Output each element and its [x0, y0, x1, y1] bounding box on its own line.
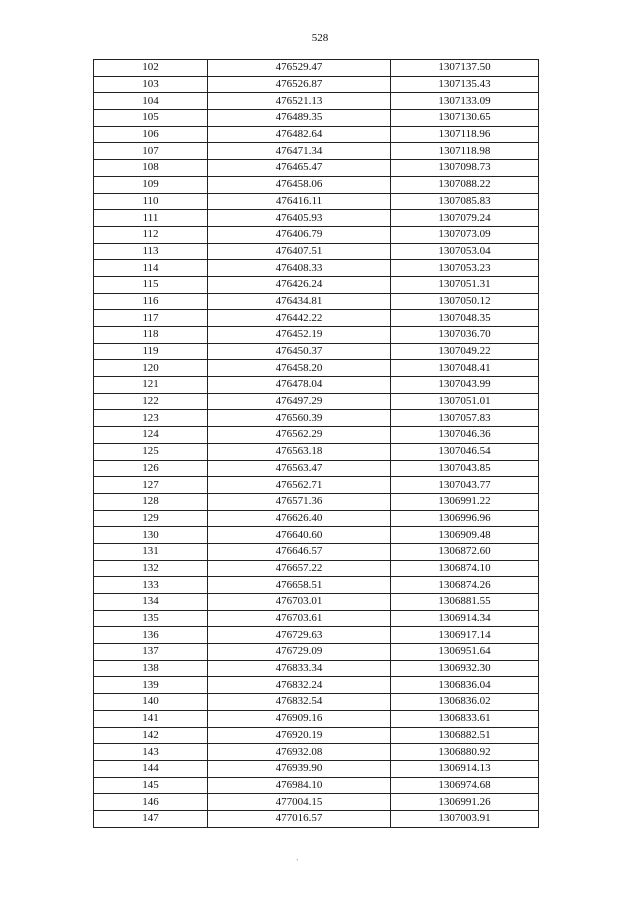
point-number-cell: 129: [94, 510, 208, 527]
x-coordinate-cell: 476465.47: [208, 160, 391, 177]
x-coordinate-cell: 476560.39: [208, 410, 391, 427]
point-number-cell: 146: [94, 794, 208, 811]
x-coordinate-cell: 476497.29: [208, 393, 391, 410]
point-number-cell: 127: [94, 477, 208, 494]
x-coordinate-cell: 476832.54: [208, 694, 391, 711]
table-row: [94, 744, 539, 761]
y-coordinate-cell: 1307133.09: [391, 93, 539, 110]
table-row: [94, 60, 539, 77]
point-number-cell: 137: [94, 644, 208, 661]
table-row: [94, 493, 539, 510]
y-coordinate-cell: 1307048.35: [391, 310, 539, 327]
point-number-cell: 120: [94, 360, 208, 377]
y-coordinate-cell: 1306932.30: [391, 660, 539, 677]
y-coordinate-cell: 1306914.13: [391, 760, 539, 777]
point-number-cell: 125: [94, 443, 208, 460]
x-coordinate-cell: 476703.61: [208, 610, 391, 627]
table-row: [94, 310, 539, 327]
x-coordinate-cell: 476626.40: [208, 510, 391, 527]
table-row: [94, 93, 539, 110]
stray-mark: `: [296, 858, 299, 867]
point-number-cell: 103: [94, 76, 208, 93]
table-row: [94, 527, 539, 544]
x-coordinate-cell: 476482.64: [208, 126, 391, 143]
table-row: [94, 777, 539, 794]
table-row: [94, 427, 539, 444]
table-row: [94, 276, 539, 293]
point-number-cell: 123: [94, 410, 208, 427]
point-number-cell: 108: [94, 160, 208, 177]
y-coordinate-cell: 1307079.24: [391, 210, 539, 227]
table-row: [94, 677, 539, 694]
x-coordinate-cell: 476729.09: [208, 644, 391, 661]
y-coordinate-cell: 1306974.68: [391, 777, 539, 794]
table-row: [94, 143, 539, 160]
point-number-cell: 126: [94, 460, 208, 477]
y-coordinate-cell: 1306882.51: [391, 727, 539, 744]
point-number-cell: 142: [94, 727, 208, 744]
y-coordinate-cell: 1306996.96: [391, 510, 539, 527]
table-row: [94, 710, 539, 727]
point-number-cell: 112: [94, 226, 208, 243]
point-number-cell: 111: [94, 210, 208, 227]
x-coordinate-cell: 476471.34: [208, 143, 391, 160]
y-coordinate-cell: 1307118.96: [391, 126, 539, 143]
table-row: [94, 660, 539, 677]
point-number-cell: 109: [94, 176, 208, 193]
table-row: [94, 410, 539, 427]
x-coordinate-cell: 476729.63: [208, 627, 391, 644]
x-coordinate-cell: 476529.47: [208, 60, 391, 77]
table-row: [94, 160, 539, 177]
point-number-cell: 121: [94, 377, 208, 394]
table-row: [94, 343, 539, 360]
point-number-cell: 140: [94, 694, 208, 711]
y-coordinate-cell: 1307046.36: [391, 427, 539, 444]
y-coordinate-cell: 1306874.26: [391, 577, 539, 594]
y-coordinate-cell: 1306951.64: [391, 644, 539, 661]
x-coordinate-cell: 476406.79: [208, 226, 391, 243]
y-coordinate-cell: 1306872.60: [391, 543, 539, 560]
x-coordinate-cell: 476909.16: [208, 710, 391, 727]
x-coordinate-cell: 476563.47: [208, 460, 391, 477]
y-coordinate-cell: 1307085.83: [391, 193, 539, 210]
y-coordinate-cell: 1306914.34: [391, 610, 539, 627]
x-coordinate-cell: 476932.08: [208, 744, 391, 761]
table-row: [94, 460, 539, 477]
y-coordinate-cell: 1307053.23: [391, 260, 539, 277]
point-number-cell: 107: [94, 143, 208, 160]
y-coordinate-cell: 1307053.04: [391, 243, 539, 260]
table-row: [94, 794, 539, 811]
coordinates-table-body: [94, 60, 539, 828]
x-coordinate-cell: 476571.36: [208, 493, 391, 510]
point-number-cell: 116: [94, 293, 208, 310]
table-row: [94, 644, 539, 661]
table-row: [94, 627, 539, 644]
x-coordinate-cell: 476984.10: [208, 777, 391, 794]
y-coordinate-cell: 1307051.31: [391, 276, 539, 293]
y-coordinate-cell: 1306836.02: [391, 694, 539, 711]
x-coordinate-cell: 476563.18: [208, 443, 391, 460]
table-row: [94, 727, 539, 744]
table-row: [94, 226, 539, 243]
x-coordinate-cell: 476832.24: [208, 677, 391, 694]
y-coordinate-cell: 1306909.48: [391, 527, 539, 544]
table-row: [94, 193, 539, 210]
table-row: [94, 76, 539, 93]
y-coordinate-cell: 1306991.22: [391, 493, 539, 510]
x-coordinate-cell: 476408.33: [208, 260, 391, 277]
point-number-cell: 105: [94, 110, 208, 127]
table-row: [94, 210, 539, 227]
point-number-cell: 117: [94, 310, 208, 327]
table-row: [94, 393, 539, 410]
table-row: [94, 443, 539, 460]
x-coordinate-cell: 476646.57: [208, 543, 391, 560]
point-number-cell: 104: [94, 93, 208, 110]
y-coordinate-cell: 1306991.26: [391, 794, 539, 811]
point-number-cell: 139: [94, 677, 208, 694]
table-row: [94, 126, 539, 143]
x-coordinate-cell: 476458.06: [208, 176, 391, 193]
table-row: [94, 477, 539, 494]
point-number-cell: 135: [94, 610, 208, 627]
point-number-cell: 115: [94, 276, 208, 293]
page-number: 528: [311, 32, 329, 44]
y-coordinate-cell: 1307057.83: [391, 410, 539, 427]
table-row: [94, 510, 539, 527]
point-number-cell: 133: [94, 577, 208, 594]
y-coordinate-cell: 1307046.54: [391, 443, 539, 460]
point-number-cell: 110: [94, 193, 208, 210]
y-coordinate-cell: 1306836.04: [391, 677, 539, 694]
point-number-cell: 138: [94, 660, 208, 677]
x-coordinate-cell: 476657.22: [208, 560, 391, 577]
point-number-cell: 119: [94, 343, 208, 360]
point-number-cell: 145: [94, 777, 208, 794]
x-coordinate-cell: 476562.71: [208, 477, 391, 494]
point-number-cell: 143: [94, 744, 208, 761]
table-row: [94, 293, 539, 310]
point-number-cell: 106: [94, 126, 208, 143]
x-coordinate-cell: 476562.29: [208, 427, 391, 444]
point-number-cell: 132: [94, 560, 208, 577]
y-coordinate-cell: 1306880.92: [391, 744, 539, 761]
y-coordinate-cell: 1306917.14: [391, 627, 539, 644]
x-coordinate-cell: 476416.11: [208, 193, 391, 210]
y-coordinate-cell: 1307098.73: [391, 160, 539, 177]
point-number-cell: 102: [94, 60, 208, 77]
table-row: [94, 110, 539, 127]
y-coordinate-cell: 1306833.61: [391, 710, 539, 727]
y-coordinate-cell: 1306881.55: [391, 594, 539, 611]
x-coordinate-cell: 476489.35: [208, 110, 391, 127]
y-coordinate-cell: 1307051.01: [391, 393, 539, 410]
y-coordinate-cell: 1307043.77: [391, 477, 539, 494]
x-coordinate-cell: 476920.19: [208, 727, 391, 744]
point-number-cell: 131: [94, 543, 208, 560]
table-row: [94, 594, 539, 611]
table-row: [94, 377, 539, 394]
table-row: [94, 327, 539, 344]
x-coordinate-cell: 476452.19: [208, 327, 391, 344]
point-number-cell: 113: [94, 243, 208, 260]
x-coordinate-cell: 476658.51: [208, 577, 391, 594]
y-coordinate-cell: 1307137.50: [391, 60, 539, 77]
table-row: [94, 610, 539, 627]
y-coordinate-cell: 1307003.91: [391, 810, 539, 827]
y-coordinate-cell: 1307088.22: [391, 176, 539, 193]
point-number-cell: 136: [94, 627, 208, 644]
point-number-cell: 134: [94, 594, 208, 611]
y-coordinate-cell: 1307073.09: [391, 226, 539, 243]
table-row: [94, 360, 539, 377]
y-coordinate-cell: 1307036.70: [391, 327, 539, 344]
table-row: [94, 176, 539, 193]
table-row: [94, 810, 539, 827]
point-number-cell: 114: [94, 260, 208, 277]
point-number-cell: 122: [94, 393, 208, 410]
x-coordinate-cell: 476434.81: [208, 293, 391, 310]
table-row: [94, 543, 539, 560]
x-coordinate-cell: 476405.93: [208, 210, 391, 227]
y-coordinate-cell: 1306874.10: [391, 560, 539, 577]
x-coordinate-cell: 477004.15: [208, 794, 391, 811]
y-coordinate-cell: 1307049.22: [391, 343, 539, 360]
table-row: [94, 243, 539, 260]
x-coordinate-cell: 476703.01: [208, 594, 391, 611]
x-coordinate-cell: 476833.34: [208, 660, 391, 677]
y-coordinate-cell: 1307043.85: [391, 460, 539, 477]
y-coordinate-cell: 1307050.12: [391, 293, 539, 310]
y-coordinate-cell: 1307048.41: [391, 360, 539, 377]
coordinates-table: [93, 59, 539, 828]
table-row: [94, 560, 539, 577]
point-number-cell: 141: [94, 710, 208, 727]
x-coordinate-cell: 476442.22: [208, 310, 391, 327]
x-coordinate-cell: 476478.04: [208, 377, 391, 394]
point-number-cell: 124: [94, 427, 208, 444]
x-coordinate-cell: 476521.13: [208, 93, 391, 110]
x-coordinate-cell: 476939.90: [208, 760, 391, 777]
x-coordinate-cell: 476407.51: [208, 243, 391, 260]
y-coordinate-cell: 1307135.43: [391, 76, 539, 93]
table-row: [94, 760, 539, 777]
point-number-cell: 130: [94, 527, 208, 544]
x-coordinate-cell: 476450.37: [208, 343, 391, 360]
point-number-cell: 128: [94, 493, 208, 510]
point-number-cell: 118: [94, 327, 208, 344]
x-coordinate-cell: 476458.20: [208, 360, 391, 377]
x-coordinate-cell: 476640.60: [208, 527, 391, 544]
point-number-cell: 147: [94, 810, 208, 827]
y-coordinate-cell: 1307118.98: [391, 143, 539, 160]
table-row: [94, 694, 539, 711]
x-coordinate-cell: 476426.24: [208, 276, 391, 293]
x-coordinate-cell: 476526.87: [208, 76, 391, 93]
y-coordinate-cell: 1307043.99: [391, 377, 539, 394]
table-row: [94, 577, 539, 594]
point-number-cell: 144: [94, 760, 208, 777]
x-coordinate-cell: 477016.57: [208, 810, 391, 827]
table-row: [94, 260, 539, 277]
y-coordinate-cell: 1307130.65: [391, 110, 539, 127]
